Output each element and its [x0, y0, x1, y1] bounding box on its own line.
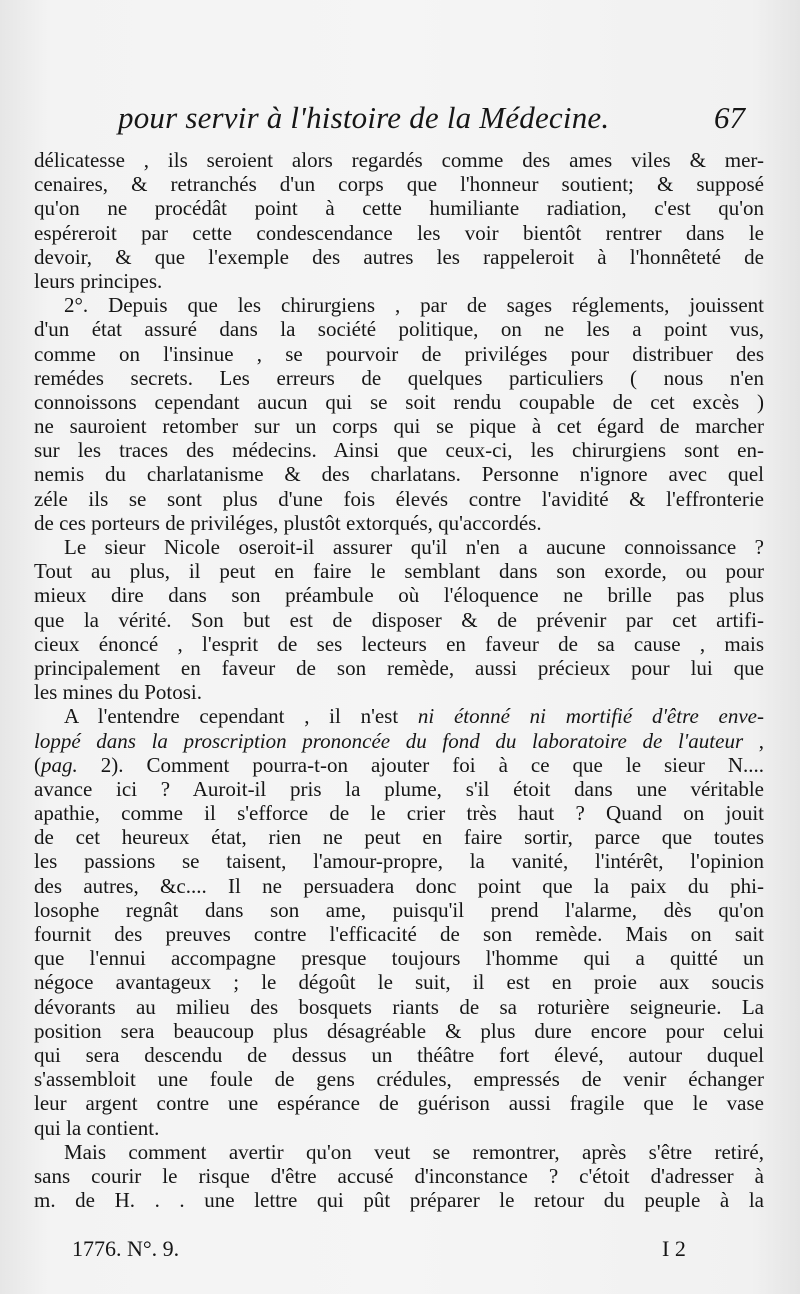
text-line-content: espéreroit par cette condescendance les voir bientôt rentrer dans le	[34, 220, 764, 245]
text-line	[34, 414, 764, 438]
text-line-content: losophe regnât dans son ame, puisqu'il prend l'alarme, dès qu'on	[34, 897, 764, 922]
text-line	[34, 196, 764, 220]
text-line-content: leur argent contre une espérance de guérison aussi fragile que le vase	[34, 1091, 764, 1116]
text-line-content: que la vérité. Son but est de disposer & de prévenir par cet artifi-	[34, 607, 764, 632]
text-line-content: (	[34, 752, 41, 777]
text-line	[34, 487, 764, 511]
text-line-content: cieux énoncé , l'esprit de ses lecteurs en faveur de sa cause , mais	[34, 631, 764, 656]
text-line-content: s'assembloit une foule de gens crédules, empressés de venir échanger	[34, 1067, 764, 1092]
text-line-content: leurs principes.	[34, 268, 163, 293]
text-line	[34, 729, 764, 753]
text-line	[34, 1164, 764, 1188]
text-line-content: sans courir le risque d'être accusé d'inconstance ? c'étoit d'adresser à	[34, 1163, 764, 1188]
text-line	[34, 922, 764, 946]
text-line-content: apathie, comme il s'efforce de le crier très haut ? Quand on jouit	[34, 801, 764, 826]
text-line-content: négoce avantageux ; le dégoût le suit, il est en proie aux soucis	[34, 970, 764, 995]
text-line-content: comme on l'insinue , se pourvoir de priviléges pour distribuer des	[34, 341, 764, 366]
text-line	[34, 1116, 764, 1140]
page-number: 67	[714, 100, 745, 135]
text-line	[34, 342, 764, 366]
text-line	[34, 1188, 764, 1212]
text-line	[34, 801, 764, 825]
text-line	[34, 704, 764, 728]
text-line	[34, 898, 764, 922]
text-line	[34, 390, 764, 414]
text-line-content: nemis du charlatanisme & des charlatans. Personne n'ignore avec quel	[34, 462, 764, 487]
text-line	[34, 1019, 764, 1043]
text-line-content: de ces porteurs de priviléges, plustôt extorqués, qu'accordés.	[34, 510, 542, 535]
text-line	[34, 511, 764, 535]
text-line-content: A l'entendre cependant , il n'est	[64, 704, 418, 729]
text-line	[34, 559, 764, 583]
text-line	[34, 632, 764, 656]
text-line-content: m. de H. . . une lettre qui pût préparer le retour du peuple à la	[34, 1188, 764, 1213]
text-line	[34, 148, 764, 172]
text-line-content: que l'ennui accompagne presque toujours l'homme qui a quitté un	[34, 946, 764, 971]
text-line-content: sur les traces des médecins. Ainsi que ceux-ci, les chirurgiens sont en-	[34, 438, 764, 463]
page-header	[0, 100, 800, 144]
text-line-content: position sera beaucoup plus désagréable & plus dure encore pour celui	[34, 1018, 764, 1043]
text-line-content: zéle ils se sont plus d'une fois élevés contre l'avidité & l'effronterie	[34, 486, 764, 511]
text-line	[34, 221, 764, 245]
signature-mark: I 2	[662, 1236, 686, 1261]
text-line-content: qui la contient.	[34, 1115, 160, 1140]
page-footer	[0, 1236, 800, 1266]
text-line-content: ne sauroient retomber sur un corps qui se pique à cet égard de marcher	[34, 414, 764, 439]
text-line	[34, 245, 764, 269]
text-line	[34, 293, 764, 317]
italic-quote: ni étonné ni mortifié d'être enve-	[417, 704, 764, 729]
text-line	[34, 1091, 764, 1115]
text-line-content: les passions se taisent, l'amour-propre, la vanité, l'intérêt, l'opinion	[34, 849, 764, 874]
text-line	[34, 680, 764, 704]
text-line-content: les mines du Potosi.	[34, 680, 203, 705]
text-line	[34, 462, 764, 486]
text-line	[34, 366, 764, 390]
text-line-content: Le sieur Nicole oseroit-il assurer qu'il n'en a aucune connoissance ?	[64, 535, 764, 559]
text-line	[34, 656, 764, 680]
text-line	[34, 608, 764, 632]
text-line-content: mieux dire dans son préambule où l'éloquence ne brille pas plus	[34, 583, 764, 608]
text-line	[34, 753, 764, 777]
text-line-content: avance ici ? Auroit-il pris la plume, s'il étoit dans une véritable	[34, 776, 764, 801]
text-line	[34, 269, 764, 293]
text-line	[34, 849, 764, 873]
body-text	[34, 148, 764, 1212]
text-line	[34, 1140, 764, 1164]
text-line	[34, 1067, 764, 1091]
text-line-content: connoissons cependant aucun qui se soit rendu coupable de cet excès )	[34, 389, 764, 414]
text-line	[34, 438, 764, 462]
text-line-content: 2°. Depuis que les chirurgiens , par de sages réglements, jouissent	[64, 293, 764, 318]
text-line-content: d'un état assuré dans la société politique, on ne les a point vus,	[34, 317, 764, 342]
text-line-content: cenaires, & retranchés d'un corps que l'honneur soutient; & supposé	[34, 172, 764, 197]
text-line-content: fournit des preuves contre l'efficacité de son remède. Mais on sait	[34, 922, 764, 946]
text-line	[34, 946, 764, 970]
text-line	[34, 874, 764, 898]
text-line-content: des autres, &c.... Il ne persuadera donc point que la paix du phi-	[34, 873, 764, 898]
text-line-content: qu'on ne procédât point à cette humiliante radiation, c'est qu'on	[34, 196, 764, 221]
text-line-content: remédes secrets. Les erreurs de quelques particuliers ( nous n'en	[34, 365, 764, 390]
text-line-content: principalement en faveur de son remède, aussi précieux pour lui que	[34, 655, 764, 680]
italic-quote: pag.	[41, 752, 78, 777]
text-line	[34, 777, 764, 801]
text-line-content: dévorants au milieu des bosquets riants de sa roturière seigneurie. La	[34, 994, 764, 1019]
text-line	[34, 825, 764, 849]
text-line	[34, 535, 764, 559]
italic-quote: loppé dans la proscription prononcée du fond du laboratoire de l'auteur	[34, 728, 744, 753]
text-line	[34, 995, 764, 1019]
text-line-content: délicatesse , ils seroient alors regardés comme des ames viles & mer-	[34, 148, 764, 172]
text-line	[34, 172, 764, 196]
text-line	[34, 1043, 764, 1067]
text-line-continuation: ,	[743, 728, 765, 753]
text-line	[34, 970, 764, 994]
text-line-content: Tout au plus, il peut en faire le semblant dans son exorde, ou pour	[34, 559, 764, 584]
text-line	[34, 583, 764, 607]
issue-number: 1776. N°. 9.	[72, 1236, 180, 1261]
text-line-content: de cet heureux état, rien ne peut en faire sortir, parce que toutes	[34, 825, 764, 850]
text-line-continuation: 2). Comment pourra-t-on ajouter foi à ce que le sieur N....	[77, 752, 764, 777]
text-line-content: Mais comment avertir qu'on veut se remontrer, après s'être retiré,	[64, 1139, 764, 1164]
text-line-content: qui sera descendu de dessus un théâtre fort élevé, autour duquel	[34, 1042, 764, 1067]
running-title: pour servir à l'histoire de la Médecine.	[118, 100, 610, 135]
text-line-content: devoir, & que l'exemple des autres les rappeleroit à l'honnêteté de	[34, 244, 764, 269]
text-line	[34, 317, 764, 341]
